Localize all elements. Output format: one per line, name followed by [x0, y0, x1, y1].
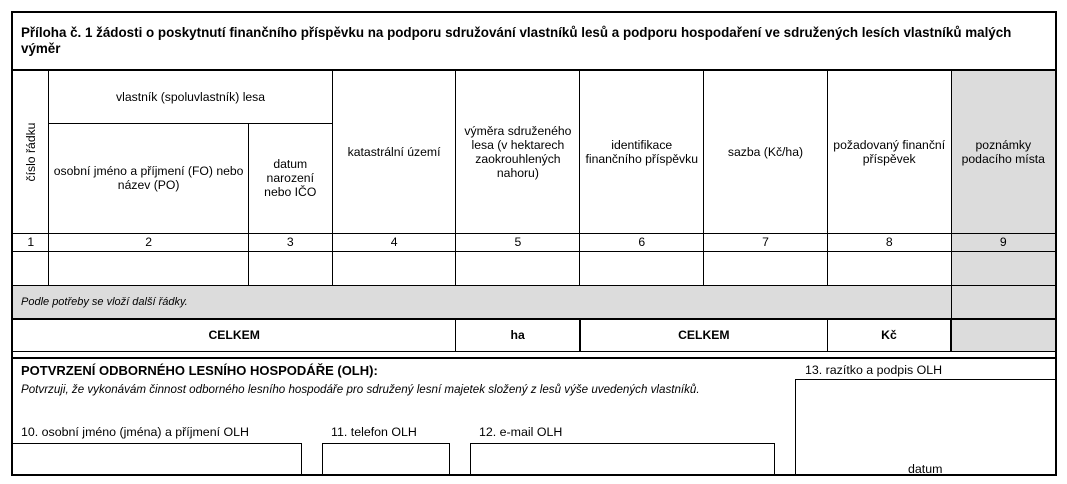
cell-notes [951, 285, 1055, 319]
date-label: datum [908, 462, 943, 476]
table-row [13, 251, 1055, 285]
col-number: 4 [332, 233, 456, 251]
header-owner-group: vlastník (spoluvlastník) lesa [49, 71, 332, 123]
cell-notes [951, 319, 1055, 351]
cell-requested[interactable] [827, 251, 951, 285]
cell-identification[interactable] [580, 251, 704, 285]
application-annex-form [11, 11, 1057, 476]
total-amount-unit[interactable]: Kč [827, 319, 951, 351]
header-notes: poznámky podacího místa [951, 71, 1055, 233]
totals-row [13, 319, 1055, 351]
cell-owner-birth[interactable] [248, 251, 332, 285]
col-number: 6 [580, 233, 704, 251]
olh-email-field[interactable] [470, 443, 775, 476]
form-title: Příloha č. 1 žádosti o poskytnutí finančního příspěvku na podporu sdružování vlastníků lesů a podporu hospodaření ve sdružených lesích vlastníků malých výměr [13, 13, 1055, 71]
col-number: 1 [13, 233, 49, 251]
total-label-amount: CELKEM [580, 319, 827, 351]
header-requested: požadovaný finanční příspěvek [827, 71, 951, 233]
olh-email-label: 12. e-mail OLH [479, 425, 563, 439]
owners-table [13, 71, 1055, 352]
header-owner-name: osobní jméno a příjmení (FO) nebo název (PO) [49, 123, 248, 233]
olh-stamp-label: 13. razítko a podpis OLH [805, 363, 943, 377]
header-cadastral: katastrální území [332, 71, 456, 233]
header-rate: sazba (Kč/ha) [704, 71, 828, 233]
olh-statement: Potvrzuji, že vykonávám činnost odborného lesního hospodáře pro sdružený lesní majetek složený z lesů výše uvedených vlastníků. [21, 383, 700, 396]
additional-rows-note: Podle potřeby se vloží další řádky. [13, 285, 951, 319]
cell-cadastral[interactable] [332, 251, 456, 285]
cell-notes [951, 251, 1055, 285]
col-number: 3 [248, 233, 332, 251]
col-number: 7 [704, 233, 828, 251]
olh-confirmation-section [13, 357, 1055, 474]
col-number: 8 [827, 233, 951, 251]
header-identification: identifikace finančního příspěvku [580, 71, 704, 233]
olh-title: POTVRZENÍ ODBORNÉHO LESNÍHO HOSPODÁŘE (OLH): [21, 363, 378, 378]
header-area: výměra sdruženého lesa (v hektarech zaokrouhlených nahoru) [456, 71, 580, 233]
olh-phone-field[interactable] [322, 443, 450, 476]
total-label-area: CELKEM [13, 319, 456, 351]
col-number: 2 [49, 233, 248, 251]
cell-rate[interactable] [704, 251, 828, 285]
cell-row-number[interactable] [13, 251, 49, 285]
col-number: 5 [456, 233, 580, 251]
cell-owner-name[interactable] [49, 251, 248, 285]
olh-name-label: 10. osobní jméno (jména) a příjmení OLH [21, 425, 249, 439]
col-number: 9 [951, 233, 1055, 251]
column-number-row [13, 233, 1055, 251]
header-row-number: číslo řádku [13, 71, 49, 233]
header-owner-birth: datum narození nebo IČO [248, 123, 332, 233]
cell-area[interactable] [456, 251, 580, 285]
olh-phone-label: 11. telefon OLH [331, 425, 417, 439]
olh-name-field[interactable] [13, 443, 302, 476]
total-area-unit[interactable]: ha [456, 319, 580, 351]
